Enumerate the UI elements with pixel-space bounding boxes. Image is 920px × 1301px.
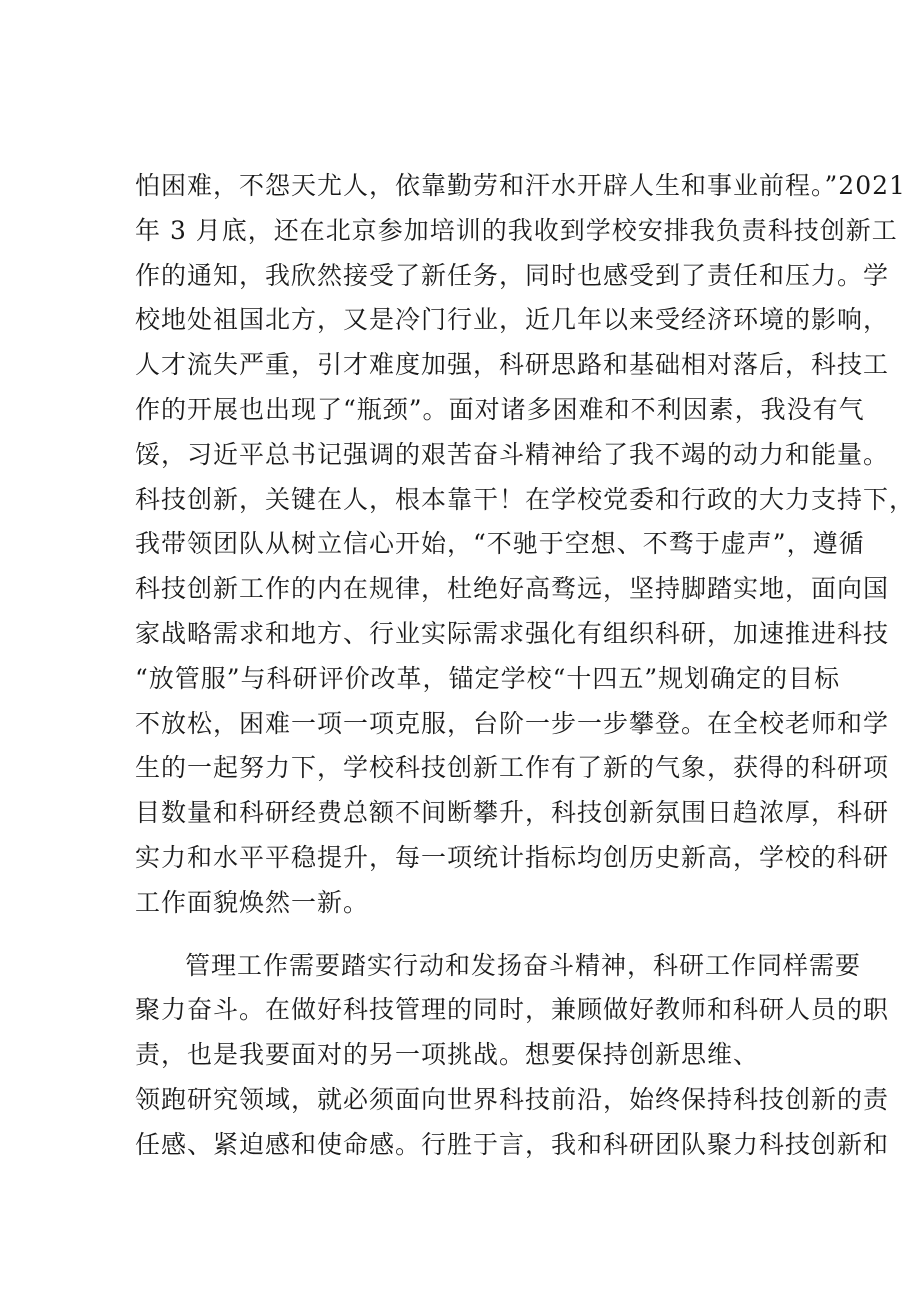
text-line: 工作面貌焕然一新。 bbox=[135, 887, 370, 917]
text-line: “放管服”与科研评价改革，锚定学校“十四五”规划确定的目标 bbox=[135, 663, 841, 693]
text-line: 人才流失严重，引才难度加强，科研思路和基础相对落后，科技工 bbox=[135, 350, 890, 380]
text-line: 管理工作需要踏实行动和发扬奋斗精神，科研工作同样需要 bbox=[185, 950, 862, 980]
text-line: 领跑研究领域，就必须面向世界科技前沿，始终保持科技创新的责 bbox=[135, 1084, 890, 1114]
text-line: 校地处祖国北方，又是冷门行业，近几年以来受经济环境的影响， bbox=[135, 305, 890, 335]
text-line: 任感、紧迫感和使命感。行胜于言，我和科研团队聚力科技创新和 bbox=[135, 1129, 890, 1159]
text-line: 馁，习近平总书记强调的艰苦奋斗精神给了我不竭的动力和能量。 bbox=[135, 439, 890, 469]
body-text bbox=[135, 164, 916, 1168]
text-line: 怕困难，不怨天尤人，依靠勤劳和汗水开辟人生和事业前程。”2021 bbox=[135, 171, 906, 200]
paragraph-2 bbox=[135, 944, 890, 1168]
text-line: 实力和水平平稳提升，每一项统计指标均创历史新高，学校的科研 bbox=[135, 842, 890, 872]
text-line: 我带领团队从树立信心开始，“不驰于空想、不骛于虚声”，遵循 bbox=[135, 529, 865, 559]
text-line: 不放松，困难一项一项克服，台阶一步一步攀登。在全校老师和学 bbox=[135, 708, 890, 738]
text-line: 科技创新工作的内在规律，杜绝好高骛远，坚持脚踏实地，面向国 bbox=[135, 574, 890, 604]
text-line: 聚力奋斗。在做好科技管理的同时，兼顾做好教师和科研人员的职 bbox=[135, 995, 890, 1025]
text-line: 科技创新，关键在人，根本靠干！在学校党委和行政的大力支持下， bbox=[135, 484, 916, 514]
text-line: 生的一起努力下，学校科技创新工作有了新的气象，获得的科研项 bbox=[135, 753, 890, 783]
text-line: 作的通知，我欣然接受了新任务，同时也感受到了责任和压力。学 bbox=[135, 260, 890, 290]
text-line: 年 3 月底，还在北京参加培训的我收到学校安排我负责科技创新工 bbox=[135, 215, 898, 245]
text-line: 家战略需求和地方、行业实际需求强化有组织科研，加速推进科技 bbox=[135, 618, 890, 648]
text-line: 责，也是我要面对的另一项挑战。想要保持创新思维、 bbox=[135, 1040, 760, 1070]
paragraph-1 bbox=[135, 164, 916, 926]
text-line: 作的开展也出现了“瓶颈”。面对诸多困难和不利因素，我没有气 bbox=[135, 394, 865, 424]
text-line: 目数量和科研经费总额不间断攀升，科技创新氛围日趋浓厚，科研 bbox=[135, 798, 890, 828]
paragraph-spacer bbox=[135, 926, 815, 944]
